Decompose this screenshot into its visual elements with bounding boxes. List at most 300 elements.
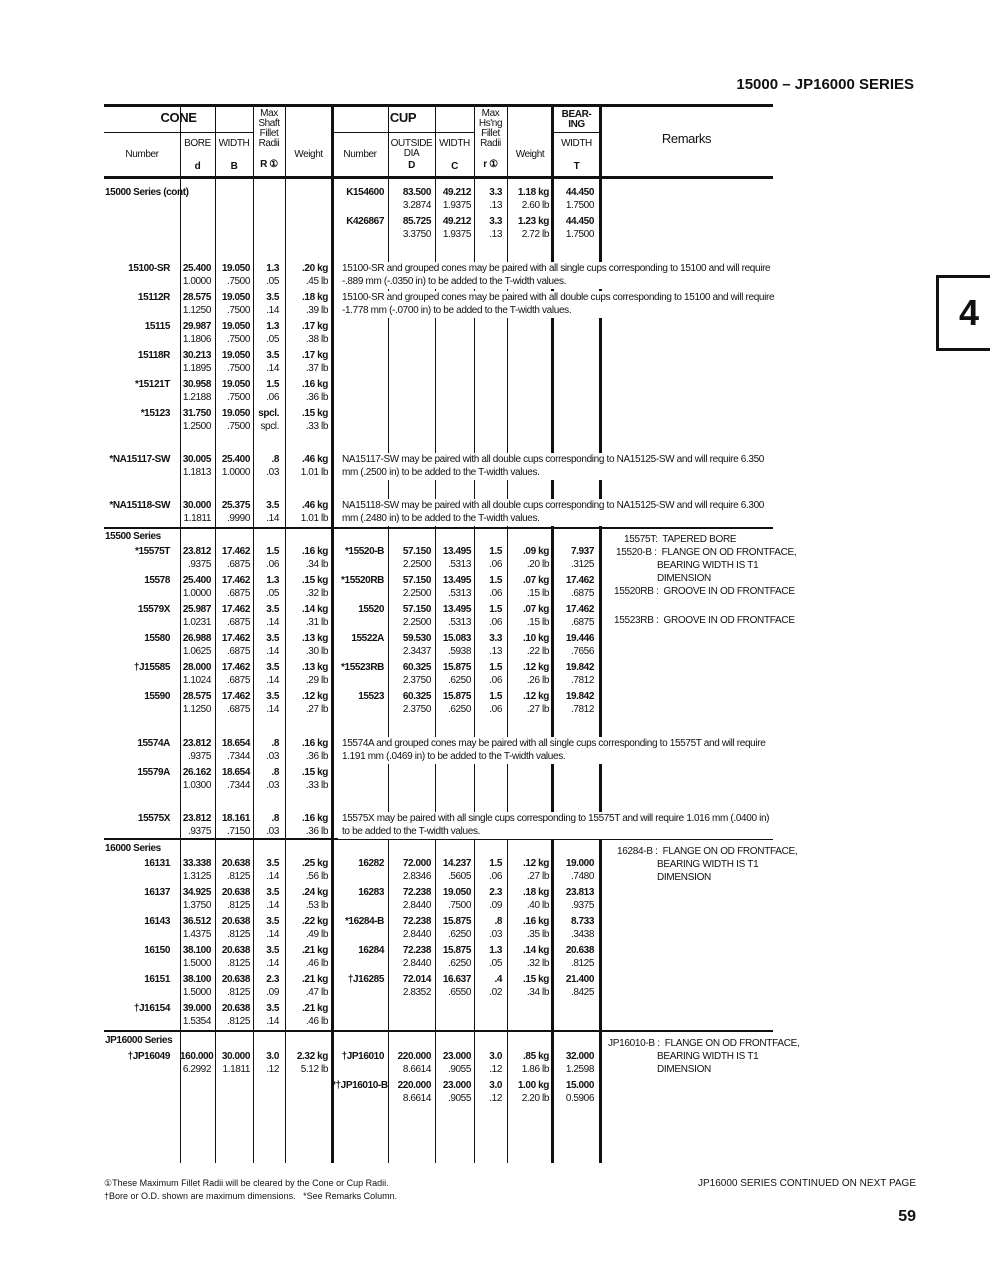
cup-od-metric: 57.150	[402, 546, 431, 557]
cup-width-metric: 15.083	[442, 633, 471, 644]
cone-bore-metric: 23.812	[182, 738, 211, 749]
cup-weight-metric: .09 kg	[523, 546, 549, 557]
cone-bore-imperial: 1.3125	[182, 871, 211, 882]
cup-weight-imperial: 2.60 lb	[521, 200, 549, 211]
cup-bearing-width-metric: 44.450	[565, 216, 594, 227]
cone-width-imperial: .6875	[226, 617, 250, 628]
cone-bore-imperial: 1.0000	[182, 588, 211, 599]
cup-od-imperial: 2.3750	[402, 704, 431, 715]
cone-bore-metric: 30.958	[182, 379, 211, 390]
cone-weight-metric: .13 kg	[302, 633, 328, 644]
cone-width-imperial: 1.1811	[222, 1064, 250, 1075]
series-separator	[104, 1030, 773, 1032]
cone-bore-metric: 160.000	[180, 1051, 214, 1062]
cup-bearing-width-imperial: .3438	[570, 929, 594, 940]
remark-text: BEARING WIDTH IS T1	[657, 859, 759, 870]
cone-bore-imperial: 1.1250	[182, 704, 211, 715]
cup-bearing-width-imperial: .7812	[570, 704, 594, 715]
cone-width-imperial: .6875	[226, 646, 250, 657]
pairing-note: 15574A and grouped cones may be paired with all single cups corresponding to 15575T and will require 1.191 mm (.0469 in) to be added to the T-width values.	[338, 737, 776, 764]
cone-bore-metric: 25.400	[182, 263, 211, 274]
cone-number: 15590	[144, 691, 170, 702]
cup-width-metric: 16.637	[442, 974, 471, 985]
cup-od-imperial: 2.3750	[402, 675, 431, 686]
remark-text: 15575T: TAPERED BORE	[624, 534, 737, 545]
cup-width-metric: 14.237	[442, 858, 471, 869]
cone-bore-metric: 23.812	[182, 813, 211, 824]
cup-od-metric: 83.500	[402, 187, 431, 198]
cup-number: 15523	[358, 691, 384, 702]
cone-number: †J16154	[133, 1003, 170, 1014]
cone-weight-metric: .25 kg	[302, 858, 328, 869]
cone-width-imperial: .6875	[226, 588, 250, 599]
header-B: B	[230, 161, 238, 172]
cup-weight-imperial: 2.72 lb	[521, 229, 549, 240]
cone-bore-imperial: 1.4375	[182, 929, 211, 940]
cone-width-imperial: .8125	[226, 929, 250, 940]
cone-bore-imperial: 1.3750	[182, 900, 211, 911]
cone-fillet-imperial: .05	[266, 276, 279, 287]
cone-width-imperial: .6875	[226, 704, 250, 715]
cup-width-imperial: 1.9375	[442, 200, 471, 211]
cup-od-metric: 85.725	[402, 216, 431, 227]
cup-number: *16284-B	[344, 916, 384, 927]
cup-fillet-metric: .8	[494, 916, 502, 927]
cone-weight-metric: .21 kg	[302, 945, 328, 956]
cone-weight-imperial: .38 lb	[305, 334, 328, 345]
cup-width-metric: 15.875	[442, 691, 471, 702]
cone-weight-metric: .21 kg	[302, 974, 328, 985]
pairing-note: NA15117-SW may be paired with all double cups corresponding to NA15125-SW and will require 6.350 mm (.2500 in) to be added to the T-width values.	[338, 453, 776, 480]
cone-bore-imperial: 1.2500	[182, 421, 211, 432]
cone-fillet-metric: 1.3	[266, 321, 279, 332]
cone-weight-imperial: .30 lb	[305, 646, 328, 657]
cup-width-imperial: .5313	[447, 588, 471, 599]
cone-bore-imperial: 1.5000	[182, 958, 211, 969]
cup-bearing-width-imperial: 1.2598	[565, 1064, 594, 1075]
rule-line	[553, 132, 600, 133]
cup-od-metric: 72.238	[402, 916, 431, 927]
cone-number: 16150	[144, 945, 170, 956]
cone-fillet-metric: .8	[271, 767, 279, 778]
cup-width-imperial: .6550	[447, 987, 471, 998]
cup-weight-imperial: .35 lb	[526, 929, 549, 940]
cup-fillet-imperial: .02	[489, 987, 502, 998]
cup-fillet-metric: 3.3	[489, 633, 502, 644]
cup-number: 16282	[358, 858, 384, 869]
cup-od-imperial: 8.6614	[402, 1093, 431, 1104]
cup-fillet-metric: 3.0	[489, 1051, 502, 1062]
remark-text: DIMENSION	[657, 573, 711, 584]
header-width: WIDTH	[439, 138, 470, 149]
continued-note: JP16000 SERIES CONTINUED ON NEXT PAGE	[697, 1178, 916, 1189]
cone-number: 16151	[144, 974, 170, 985]
cone-weight-metric: .16 kg	[302, 738, 328, 749]
header-max_hsng: Max Hs'ng Fillet Radii	[478, 108, 503, 149]
cone-bore-imperial: 1.0000	[182, 276, 211, 287]
cup-od-metric: 57.150	[402, 575, 431, 586]
cone-bore-metric: 31.750	[182, 408, 211, 419]
cone-weight-imperial: .37 lb	[305, 363, 328, 374]
cone-width-metric: 20.638	[221, 1003, 250, 1014]
cup-bearing-width-metric: 32.000	[565, 1051, 594, 1062]
cup-od-metric: 220.000	[397, 1080, 431, 1091]
cone-fillet-metric: .8	[271, 454, 279, 465]
cup-width-metric: 49.212	[442, 216, 471, 227]
cone-width-imperial: .8125	[226, 987, 250, 998]
cone-weight-imperial: .39 lb	[305, 305, 328, 316]
cone-weight-imperial: .46 lb	[305, 1016, 328, 1027]
cup-bearing-width-metric: 19.446	[565, 633, 594, 644]
cup-width-imperial: .6250	[447, 958, 471, 969]
cone-weight-metric: .17 kg	[302, 321, 328, 332]
cone-width-metric: 20.638	[221, 974, 250, 985]
cup-fillet-imperial: .06	[489, 588, 502, 599]
cone-width-metric: 20.638	[221, 916, 250, 927]
cone-fillet-metric: 2.3	[266, 974, 279, 985]
cup-od-imperial: 2.8440	[402, 900, 431, 911]
cup-od-metric: 60.325	[402, 662, 431, 673]
series-label: 15000 Series (cont)	[105, 187, 189, 198]
cone-bore-metric: 30.005	[182, 454, 211, 465]
cup-fillet-metric: 1.5	[489, 858, 502, 869]
cone-fillet-metric: 3.5	[266, 292, 279, 303]
header-cone: CONE	[160, 110, 197, 125]
cone-width-metric: 19.050	[221, 408, 250, 419]
cup-width-metric: 15.875	[442, 945, 471, 956]
cup-fillet-metric: 1.3	[489, 945, 502, 956]
cup-weight-metric: .12 kg	[523, 691, 549, 702]
cone-bore-imperial: 1.1250	[182, 305, 211, 316]
header-number: Number	[125, 149, 159, 160]
cup-bearing-width-imperial: 0.5906	[565, 1093, 594, 1104]
cone-weight-metric: .18 kg	[302, 292, 328, 303]
cone-weight-imperial: 1.01 lb	[300, 467, 328, 478]
cup-fillet-metric: 3.0	[489, 1080, 502, 1091]
cone-bore-imperial: .9375	[187, 751, 211, 762]
cone-weight-metric: .46 kg	[302, 454, 328, 465]
cone-bore-metric: 26.988	[182, 633, 211, 644]
cup-fillet-imperial: .06	[489, 617, 502, 628]
cup-bearing-width-metric: 19.842	[565, 662, 594, 673]
cup-weight-imperial: 2.20 lb	[521, 1093, 549, 1104]
cone-bore-imperial: 1.5354	[182, 1016, 211, 1027]
cup-od-imperial: 8.6614	[402, 1064, 431, 1075]
cup-od-metric: 59.530	[402, 633, 431, 644]
cone-weight-imperial: .49 lb	[305, 929, 328, 940]
cone-number: †JP16049	[127, 1051, 170, 1062]
header-R: R ①	[260, 159, 278, 170]
cup-od-metric: 72.238	[402, 887, 431, 898]
cup-fillet-metric: 2.3	[489, 887, 502, 898]
remark-text: JP16010-B : FLANGE ON OD FRONTFACE,	[608, 1038, 800, 1049]
header-width: WIDTH	[218, 138, 250, 149]
cone-weight-metric: .22 kg	[302, 916, 328, 927]
cone-weight-imperial: .36 lb	[305, 751, 328, 762]
cup-bearing-width-metric: 7.937	[570, 546, 594, 557]
cup-width-imperial: .5605	[447, 871, 471, 882]
pairing-note: 15100-SR and grouped cones may be paired with all double cups corresponding to 15100 and will require -1.778 mm (-.0700 in) to be added to the T-width values.	[338, 291, 776, 318]
cone-width-metric: 19.050	[221, 263, 250, 274]
cup-fillet-metric: 1.5	[489, 691, 502, 702]
cup-number: *15520RB	[341, 575, 384, 586]
cup-bearing-width-metric: 21.400	[565, 974, 594, 985]
remark-text: 15523RB : GROOVE IN OD FRONTFACE	[614, 615, 795, 626]
cone-number: 15578	[144, 575, 170, 586]
cup-bearing-width-imperial: .8125	[570, 958, 594, 969]
cone-bore-imperial: .9375	[187, 559, 211, 570]
remark-text: 15520RB : GROOVE IN OD FRONTFACE	[614, 586, 795, 597]
cup-od-metric: 220.000	[397, 1051, 431, 1062]
cup-weight-metric: .16 kg	[523, 916, 549, 927]
pairing-note: 15575X may be paired with all single cups corresponding to 15575T and will require 1.016 mm (.0400 in) to be added to the T-width values.	[338, 812, 776, 839]
cone-width-metric: 17.462	[221, 691, 250, 702]
cone-number: 16143	[144, 916, 170, 927]
cup-number: *†JP16010-B	[332, 1080, 388, 1091]
cup-width-imperial: .6250	[447, 704, 471, 715]
cup-bearing-width-imperial: 1.7500	[565, 229, 594, 240]
cup-od-imperial: 2.2500	[402, 617, 431, 628]
series-label: 15500 Series	[105, 531, 161, 542]
cone-weight-imperial: .36 lb	[305, 392, 328, 403]
cone-width-metric: 17.462	[221, 662, 250, 673]
header-outside_dia: OUTSIDE DIA	[390, 138, 433, 159]
cone-fillet-metric: 3.5	[266, 691, 279, 702]
cup-fillet-metric: .4	[494, 974, 502, 985]
cup-weight-metric: .12 kg	[523, 662, 549, 673]
cone-width-metric: 17.462	[221, 604, 250, 615]
cone-fillet-imperial: .14	[266, 929, 279, 940]
cone-weight-metric: .20 kg	[302, 263, 328, 274]
cup-od-metric: 60.325	[402, 691, 431, 702]
cup-weight-metric: 1.00 kg	[517, 1080, 549, 1091]
cup-bearing-width-imperial: .7480	[570, 871, 594, 882]
cone-width-metric: 17.462	[221, 546, 250, 557]
footnote-2: †Bore or O.D. shown are maximum dimensions. *See Remarks Column.	[104, 1191, 398, 1201]
header-weight: Weight	[515, 149, 545, 160]
header-bottom-rule	[104, 176, 773, 179]
cup-od-imperial: 2.8440	[402, 929, 431, 940]
cone-bore-metric: 30.000	[182, 500, 211, 511]
cone-fillet-metric: 3.5	[266, 945, 279, 956]
cup-fillet-imperial: .13	[489, 229, 502, 240]
cone-width-metric: 25.400	[221, 454, 250, 465]
cup-weight-metric: .15 kg	[523, 974, 549, 985]
cup-weight-metric: .12 kg	[523, 858, 549, 869]
cup-number: 15520	[358, 604, 384, 615]
cup-fillet-metric: 3.3	[489, 216, 502, 227]
cup-weight-imperial: .27 lb	[526, 704, 549, 715]
cone-bore-metric: 36.512	[182, 916, 211, 927]
cone-fillet-imperial: .03	[266, 751, 279, 762]
header-max_shaft: Max Shaft Fillet Radii	[258, 108, 280, 149]
cone-bore-metric: 30.213	[182, 350, 211, 361]
cup-weight-metric: .14 kg	[523, 945, 549, 956]
cone-fillet-imperial: .14	[266, 704, 279, 715]
cone-width-metric: 19.050	[221, 379, 250, 390]
cup-width-imperial: .6250	[447, 675, 471, 686]
cone-width-metric: 19.050	[221, 292, 250, 303]
cup-fillet-imperial: .13	[489, 200, 502, 211]
cup-weight-imperial: 1.86 lb	[521, 1064, 549, 1075]
cone-width-imperial: .7500	[226, 392, 250, 403]
cup-weight-imperial: .15 lb	[526, 588, 549, 599]
cone-fillet-imperial: .03	[266, 826, 279, 837]
cone-weight-metric: .21 kg	[302, 1003, 328, 1014]
cup-width-metric: 49.212	[442, 187, 471, 198]
cup-width-imperial: .9055	[447, 1064, 471, 1075]
remark-text: DIMENSION	[657, 1064, 711, 1075]
cone-number: 16131	[144, 858, 170, 869]
cone-weight-imperial: .27 lb	[305, 704, 328, 715]
cone-fillet-imperial: .14	[266, 646, 279, 657]
cone-fillet-metric: spcl.	[258, 408, 279, 419]
cup-weight-imperial: .15 lb	[526, 617, 549, 628]
cone-width-metric: 17.462	[221, 633, 250, 644]
cone-bore-metric: 39.000	[182, 1003, 211, 1014]
cup-od-imperial: 3.3750	[402, 229, 431, 240]
cone-fillet-imperial: .03	[266, 780, 279, 791]
cone-weight-imperial: .31 lb	[305, 617, 328, 628]
cone-fillet-imperial: .14	[266, 900, 279, 911]
cone-weight-metric: .13 kg	[302, 662, 328, 673]
cone-fillet-imperial: .14	[266, 871, 279, 882]
cup-width-metric: 23.000	[442, 1080, 471, 1091]
cup-bearing-width-metric: 44.450	[565, 187, 594, 198]
cone-fillet-metric: 3.5	[266, 604, 279, 615]
cone-weight-imperial: 1.01 lb	[300, 513, 328, 524]
cone-number: 16137	[144, 887, 170, 898]
cone-fillet-imperial: .14	[266, 305, 279, 316]
header-weight: Weight	[294, 149, 323, 160]
cup-weight-imperial: .34 lb	[526, 987, 549, 998]
cone-width-metric: 20.638	[221, 945, 250, 956]
cup-od-imperial: 2.8352	[402, 987, 431, 998]
series-label: 16000 Series	[105, 843, 161, 854]
cone-width-metric: 20.638	[221, 887, 250, 898]
cup-fillet-imperial: .06	[489, 871, 502, 882]
cone-width-imperial: .8125	[226, 958, 250, 969]
cone-weight-metric: .16 kg	[302, 379, 328, 390]
header-number: Number	[343, 149, 377, 160]
header-bearing: BEAR- ING	[561, 109, 592, 130]
cone-fillet-imperial: .06	[266, 559, 279, 570]
cup-bearing-width-imperial: .8425	[570, 987, 594, 998]
cup-bearing-width-imperial: .9375	[570, 900, 594, 911]
cone-number: 15575X	[137, 813, 170, 824]
cone-number: 15579X	[137, 604, 170, 615]
cone-width-metric: 20.638	[221, 858, 250, 869]
cone-weight-imperial: .29 lb	[305, 675, 328, 686]
cup-bearing-width-metric: 19.000	[565, 858, 594, 869]
cone-width-imperial: .8125	[226, 871, 250, 882]
cup-width-imperial: .7500	[447, 900, 471, 911]
cone-number: 15580	[144, 633, 170, 644]
cone-weight-imperial: 5.12 lb	[300, 1064, 328, 1075]
cup-fillet-imperial: .09	[489, 900, 502, 911]
cup-number: K426867	[346, 216, 384, 227]
cup-od-imperial: 2.8440	[402, 958, 431, 969]
cone-width-imperial: .6875	[226, 675, 250, 686]
cup-od-imperial: 2.2500	[402, 559, 431, 570]
cone-weight-metric: .15 kg	[302, 408, 328, 419]
cone-number: *15575T	[134, 546, 170, 557]
cone-number: 15112R	[137, 292, 170, 303]
cup-od-imperial: 3.2874	[402, 200, 431, 211]
cone-number: †J15585	[133, 662, 170, 673]
cup-number: 16284	[358, 945, 384, 956]
cone-weight-imperial: .46 lb	[305, 958, 328, 969]
cone-fillet-metric: 1.5	[266, 379, 279, 390]
pairing-note: 15100-SR and grouped cones may be paired with all single cups corresponding to 15100 and will require -.889 mm (-.0350 in) to be added to the T-width values.	[338, 262, 776, 289]
cone-fillet-imperial: .14	[266, 675, 279, 686]
pairing-note: NA15118-SW may be paired with all double cups corresponding to NA15125-SW and will require 6.300 mm (.2480 in) to be added to the T-width values.	[338, 499, 776, 526]
cup-fillet-imperial: .06	[489, 675, 502, 686]
cup-width-imperial: .5313	[447, 617, 471, 628]
cup-fillet-imperial: .12	[489, 1093, 502, 1104]
cup-width-imperial: .6250	[447, 929, 471, 940]
cone-number: 15118R	[137, 350, 170, 361]
cone-weight-metric: .15 kg	[302, 767, 328, 778]
cone-bore-imperial: 1.1806	[182, 334, 211, 345]
cone-fillet-imperial: .14	[266, 363, 279, 374]
cone-width-imperial: .8125	[226, 1016, 250, 1027]
table-top-rule	[104, 104, 773, 107]
cone-width-imperial: .7500	[226, 421, 250, 432]
cup-weight-imperial: .26 lb	[526, 675, 549, 686]
cone-fillet-imperial: .05	[266, 588, 279, 599]
header-width: WIDTH	[561, 138, 592, 149]
cone-bore-imperial: 1.1024	[182, 675, 211, 686]
series-separator	[104, 527, 773, 529]
cone-weight-metric: .16 kg	[302, 813, 328, 824]
cone-weight-imperial: .56 lb	[305, 871, 328, 882]
cup-od-imperial: 2.3437	[402, 646, 431, 657]
header-D: D	[408, 160, 415, 171]
cone-fillet-imperial: .05	[266, 334, 279, 345]
cone-bore-metric: 28.575	[182, 292, 211, 303]
cup-width-metric: 13.495	[442, 546, 471, 557]
cone-bore-imperial: 1.2188	[182, 392, 211, 403]
cup-weight-metric: 1.18 kg	[517, 187, 549, 198]
cup-weight-metric: .07 kg	[523, 604, 549, 615]
cup-bearing-width-metric: 17.462	[565, 604, 594, 615]
rule-line	[332, 132, 474, 133]
cup-weight-imperial: .40 lb	[526, 900, 549, 911]
cone-weight-imperial: .33 lb	[305, 780, 328, 791]
cone-width-metric: 18.654	[221, 738, 250, 749]
cup-weight-metric: .10 kg	[523, 633, 549, 644]
cone-fillet-metric: 3.5	[266, 916, 279, 927]
cup-weight-imperial: .22 lb	[526, 646, 549, 657]
header-T: T	[573, 161, 580, 172]
cone-width-metric: 25.375	[221, 500, 250, 511]
cone-fillet-metric: 3.5	[266, 500, 279, 511]
cup-number: *15523RB	[341, 662, 384, 673]
cup-bearing-width-metric: 8.733	[570, 916, 594, 927]
cone-width-metric: 18.654	[221, 767, 250, 778]
remark-text: BEARING WIDTH IS T1	[657, 560, 759, 571]
cone-weight-metric: .17 kg	[302, 350, 328, 361]
cup-fillet-metric: 1.5	[489, 662, 502, 673]
cone-width-imperial: .7500	[226, 334, 250, 345]
cone-number: 15574A	[137, 738, 170, 749]
cup-fillet-imperial: .06	[489, 559, 502, 570]
cone-width-imperial: .7344	[226, 751, 250, 762]
cup-bearing-width-metric: 23.813	[565, 887, 594, 898]
cone-weight-imperial: .45 lb	[305, 276, 328, 287]
cone-bore-imperial: 1.1813	[182, 467, 211, 478]
